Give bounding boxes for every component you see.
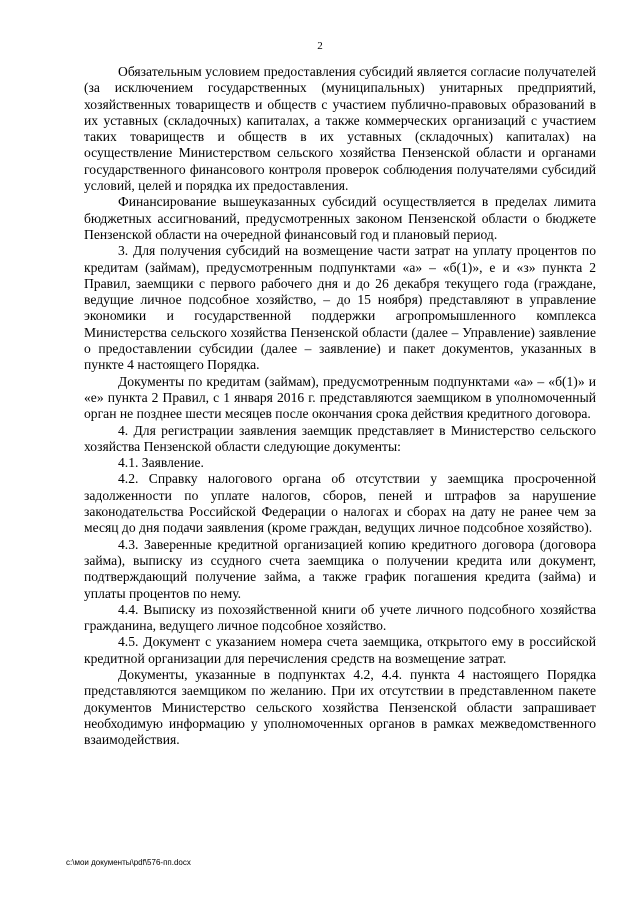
- document-body: [84, 64, 596, 748]
- footer-file-path: c:\мои документы\pdf\576-пп.docx: [66, 858, 191, 867]
- page-number: 2: [317, 40, 323, 52]
- paragraph-documents-by-credits: Документы по кредитам (займам), предусмотренным подпунктами «а» – «б(1)» и «е» пункта 2 Правил, с 1 января 2016 г. представляются заемщиком в уполномоченный орган не позднее шести месяцев после окончания срока действия кредитного договора.: [84, 373, 596, 422]
- paragraph-mandatory-condition: Обязательным условием предоставления субсидий является согласие получателей (за исключением государственных (муниципальных) унитарных предприятий, хозяйственных товариществ и обществ с участием публично-правовых образований в их уставных (складочных) капиталах, а также коммерческих организаций с участием таких товариществ и обществ в их уставных (складочных) капиталах) на осуществление Министерством сельского хозяйства Пензенской области и органами государственного финансового контроля проверок соблюдения получателями субсидий условий, целей и порядка их предоставления.: [84, 64, 596, 194]
- paragraph-item-4-1: 4.1. Заявление.: [118, 455, 204, 471]
- paragraph-item-4-5: 4.5. Документ с указанием номера счета заемщика, открытого ему в российской кредитной организации для перечисления средств на возмещение затрат.: [84, 634, 596, 666]
- paragraph-financing: Финансирование вышеуказанных субсидий осуществляется в пределах лимита бюджетных ассигнований, предусмотренных законом Пензенской области о бюджете Пензенской области на очередной финансовый год и плановый период.: [84, 194, 596, 242]
- paragraph-item-4-2: 4.2. Справку налогового органа об отсутствии у заемщика просроченной задолженности по уплате налогов, сборов, пеней и штрафов за нарушение законодательства Российской Федерации о налогах и сборах на дату не ранее чем за месяц до дня подачи заявления (кроме граждан, ведущих личное подсобное хозяйство).: [84, 471, 596, 536]
- paragraph-item-3: 3. Для получения субсидий на возмещение части затрат на уплату процентов по кредитам (займам), предусмотренным подпунктами «а» – «б(1)», е и «з» пункта 2 Правил, заемщики с первого рабочего дня и до 26 декабря текущего года (граждане, ведущие личное подсобное хозяйство, – до 15 ноября) представляют в управление экономики и государственной поддержки агропромышленного комплекса Министерства сельского хозяйства Пензенской области (далее – Управление) заявление о предоставлении субсидии (далее – заявление) и пакет документов, указанных в пункте 4 настоящего Порядка.: [84, 243, 596, 373]
- paragraph-optional-documents: Документы, указанные в подпунктах 4.2, 4.4. пункта 4 настоящего Порядка представляются заемщиком по желанию. При их отсутствии в представленном пакете документов Министерство сельского хозяйства Пензенской области запрашивает необходимую информацию у уполномоченных органов в рамках межведомственного взаимодействия.: [84, 666, 596, 748]
- paragraph-item-4-4: 4.4. Выписку из похозяйственной книги об учете личного подсобного хозяйства гражданина, ведущего личное подсобное хозяйство.: [84, 601, 596, 634]
- paragraph-item-4-3: 4.3. Заверенные кредитной организацией копию кредитного договора (договора займа), выписку из ссудного счета заемщика о получении кредита или документ, подтверждающий получение займа, а также график погашения кредита (займа) и уплаты процентов по нему.: [84, 536, 596, 601]
- paragraph-item-4: 4. Для регистрации заявления заемщик представляет в Министерство сельского хозяйства Пензенской области следующие документы:: [84, 422, 596, 454]
